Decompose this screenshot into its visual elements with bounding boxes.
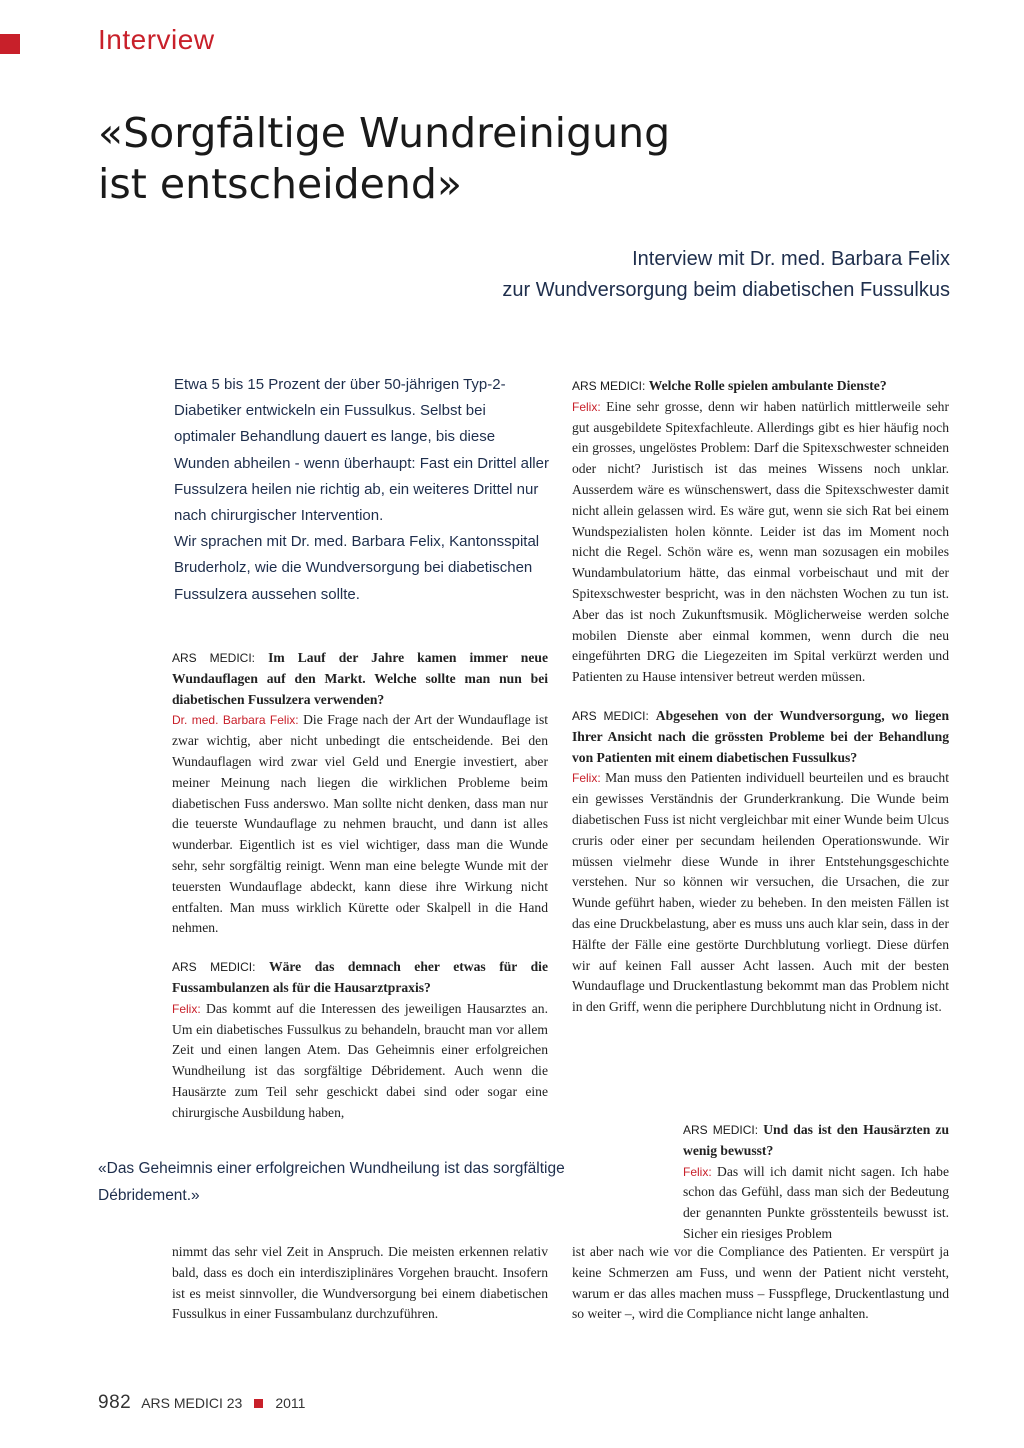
- question-text: Wäre das demnach eher etwas für die Fussambulanzen als für die Hausarztpraxis?: [172, 959, 548, 995]
- title-line-2: ist entscheidend»: [98, 160, 462, 208]
- speaker-tag: Felix:: [572, 399, 601, 414]
- answer-text: Eine sehr grosse, denn wir haben natürlich mittlerweile sehr gut ausgebildete Spitexfachleute. Allerdings gibt es hier häufig noch ein grosses, ungelöstes Problem: Darf die Spitexschwester schneiden oder nicht? Juristisch ist das meines Wissens noch unklar. Ausserdem wäre es wünschenswert, dass die Spitexschwester damit nicht allein gelassen wird. Es wäre gut, wenn sie sich Rat bei einem Wundspezialisten holen könnte. Leider ist das im Moment noch nicht die Regel. Schön wäre es, wenn man sozusagen ein mobiles Wundambulatorium hätte, das einmal vorbeischaut und mit der Spitexschwester bespricht, was in den nächsten Wochen zu tun ist. Aber das ist noch Zukunftsmusik. Möglicherweise werden solche mobilen Dienste aber einmal kommen, wenn durch die neu eingeführten DRG die Liegezeiten im Spital verkürzt werden und Patienten zu Hause intensiver betreut werden müssen.: [572, 398, 949, 685]
- footer-square-icon: [254, 1399, 263, 1408]
- interviewer-tag: ARS MEDICI:: [172, 651, 255, 665]
- interviewer-tag: ARS MEDICI:: [683, 1123, 759, 1137]
- answer-text: Das kommt auf die Interessen des jeweiligen Hausarztes an. Um ein diabetisches Fussulkus zu behandeln, braucht man vor allem Zeit und einen langen Atem. Das Geheimnis einer erfolgreichen Wundheilung ist das sorgfältige Débridement. Auch wenn die Hausärzte zum Teil sehr geschickt dabei sind oder sogar eine chirurgische Ausbildung haben,: [172, 1000, 549, 1120]
- answer-continued: nimmt das sehr viel Zeit in Anspruch. Die meisten erkennen relativ bald, dass es doch ein interdisziplinäres Vorgehen braucht. Insofern ist es meist sinnvoller, die Wundversorgung bei einem diabetischen Fussulkus in einer Fussambulanz durchzuführen.: [172, 1244, 548, 1322]
- article-column-right: [572, 376, 949, 1036]
- interviewer-tag: ARS MEDICI:: [572, 708, 649, 723]
- interviewer-tag: ARS MEDICI:: [572, 379, 646, 393]
- article-column-left: [172, 648, 548, 1142]
- answer-continued: ist aber nach wie vor die Compliance des Patienten. Er verspürt ja keine Schmerzen am Fuss, und wenn der Patient nicht versteht, warum er das alles machen muss – Fusspflege, Druckentlastung und so weiter –, wird die Compliance nicht lange anhalten.: [572, 1244, 949, 1322]
- question-1: [172, 648, 548, 939]
- question-5: [683, 1120, 949, 1245]
- title-line-1: «Sorgfältige Wundreinigung: [98, 109, 671, 157]
- answer-text: Die Frage nach der Art der Wundauflage ist zwar wichtig, aber nicht unbedingt die entscheidende. Bei den Wundauflagen wird zwar viel Geld und Energie investiert, aber meiner Meinung nach liegen die wirklichen Probleme beim diabetischen Fuss anderswo. Man sollte nicht denken, dass man nur die teuerste Wundauflage zu nehmen braucht, und dann ist alles wunderbar. Eigentlich ist es viel wichtiger, dass man die Wunde sehr, sehr sorgfältig reinigt. Wenn man eine belegte Wunde mit der teuersten Wundauflage abdeckt, kann diese ihre Wirkung nicht entfalten. Man muss wirklich Kürette oder Skalpell in die Hand nehmen.: [172, 712, 549, 936]
- question-text: Im Lauf der Jahre kamen immer neue Wundauflagen auf den Markt. Welche sollte man nun bei diabetischen Fussulzera verwenden?: [172, 650, 548, 707]
- page-title: [98, 108, 918, 210]
- journal-name: ARS MEDICI 23: [141, 1395, 243, 1411]
- question-4: [572, 706, 949, 1018]
- article-column-right-continued: [572, 1242, 949, 1343]
- answer-text: Das will ich damit nicht sagen. Ich habe schon das Gefühl, dass man sich der Bedeutung der genannten Punkte grösstenteils bewusst ist. Sicher ein riesiges Problem: [683, 1163, 949, 1241]
- answer-text: Man muss den Patienten individuell beurteilen und es braucht ein gewisses Verständnis der Grunderkrankung. Die Wunde beim diabetischen Fuss ist nicht vergleichbar mit einer Wunde beim Ulcus cruris oder einer per secundam heilenden Operationswunde. Wir müssen vielmehr diese Wunde in ihrer Entstehungsgeschichte verstehen. Nur so können wir versuchen, die Ursachen, die zur Wunde geführt haben, wieder zu beheben. In den meisten Fällen ist das eine Druckbelastung, aber es muss uns auch klar sein, dass in der Hälfte der Fälle eine gestörte Durchblutung vorliegt. Diese dürfen wir auf keinen Fall ausser Acht lassen. Auch mit der besten Wundauflage und Druckentlastung bekommt man das Problem nicht in den Griff, wenn die periphere Durchblutung nicht in Ordnung ist.: [572, 770, 949, 1015]
- speaker-tag: Felix:: [683, 1164, 712, 1179]
- question-3: [572, 376, 949, 688]
- lead-text-2: Wir sprachen mit Dr. med. Barbara Felix, Kantonsspital Bruderholz, wie die Wundversorgung bei diabetischen Fussulzera aussehen sollte.: [174, 533, 540, 603]
- question-text: Welche Rolle spielen ambulante Dienste?: [648, 378, 887, 393]
- speaker-tag: Dr. med. Barbara Felix:: [172, 713, 299, 728]
- page-footer: [98, 1392, 305, 1414]
- question-text: Und das ist den Hausärzten zu wenig bewusst?: [683, 1122, 950, 1158]
- subtitle-line-1: Interview mit Dr. med. Barbara Felix: [632, 248, 950, 270]
- subtitle-line-2: zur Wundversorgung beim diabetischen Fussulkus: [502, 279, 950, 301]
- speaker-tag: Felix:: [572, 771, 601, 786]
- section-label: Interview: [98, 24, 215, 55]
- speaker-tag: Felix:: [172, 1001, 201, 1016]
- interviewer-tag: ARS MEDICI:: [172, 960, 256, 975]
- lead-text-1: Etwa 5 bis 15 Prozent der über 50-jährigen Typ-2-Diabetiker entwickeln ein Fussulkus. Selbst bei optimaler Behandlung dauert es lange, bis diese Wunden abheilen - wenn überhaupt: Fast ein Drittel aller Fussulzera heilen nie richtig ab, ein weiteres Drittel nur nach chirurgischer Intervention.: [174, 376, 549, 525]
- page-number: 982: [98, 1392, 132, 1413]
- question-2: [172, 957, 548, 1123]
- lead-paragraph: [174, 372, 550, 608]
- journal-year: 2011: [275, 1395, 306, 1411]
- question-text: Abgesehen von der Wundversorgung, wo liegen Ihrer Ansicht nach die grössten Probleme bei der Behandlung von Patienten mit einem diabetischen Fussulkus?: [572, 707, 950, 765]
- article-column-left-continued: [172, 1242, 548, 1343]
- subtitle: [502, 244, 950, 306]
- section-marker: [0, 34, 20, 54]
- pull-quote: «Das Geheimnis einer erfolgreichen Wundheilung ist das sorgfältige Débridement.»: [98, 1160, 565, 1204]
